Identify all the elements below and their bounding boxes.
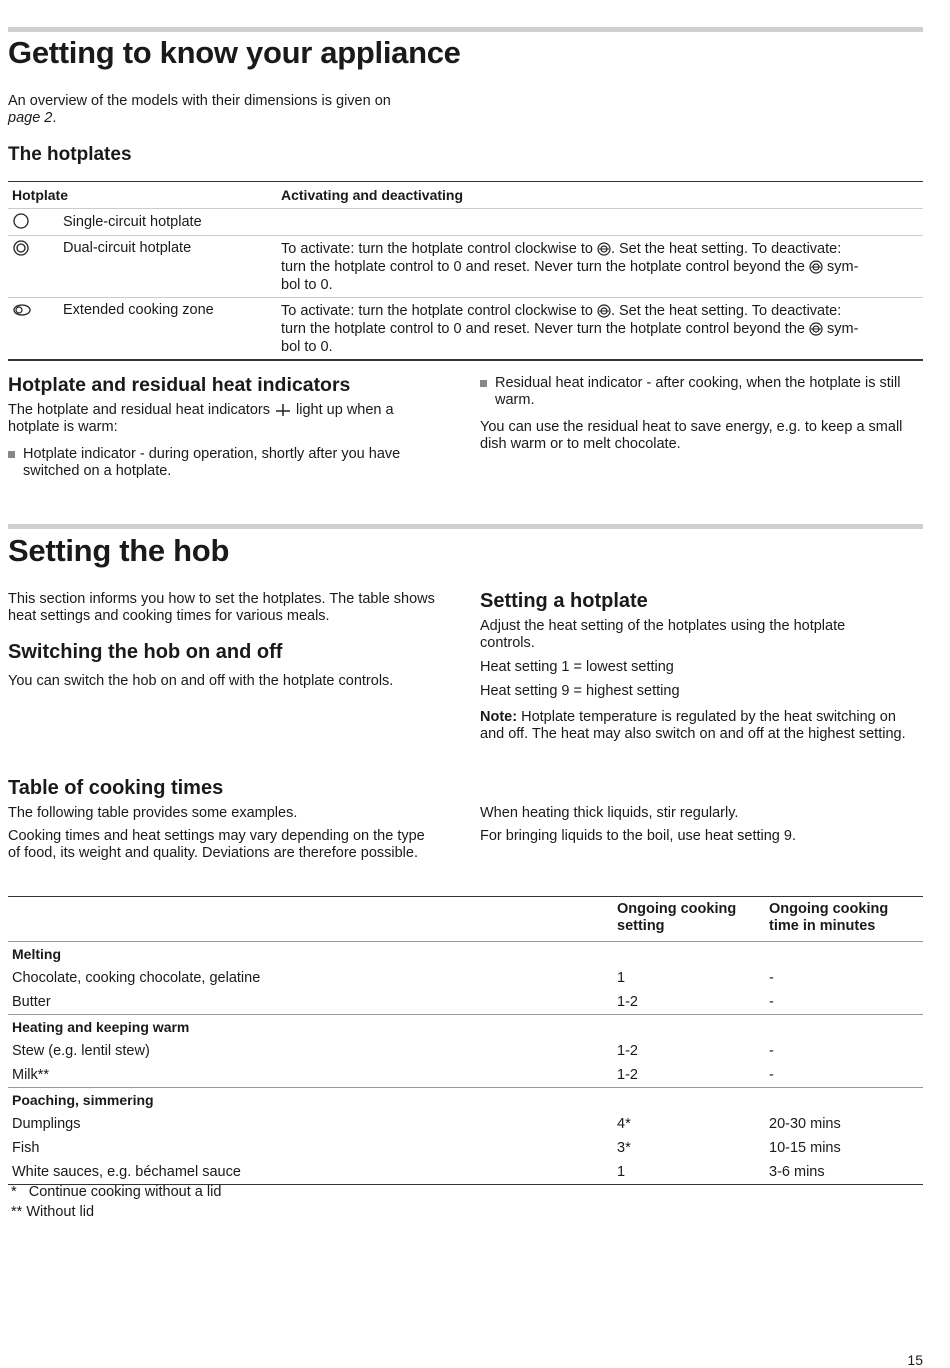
cooking-table-intro-2: Cooking times and heat settings may vary depending on the type of food, its weight and quality. Deviations are therefore possible. <box>8 828 425 861</box>
table-category-row <box>8 941 923 966</box>
note-text: Note: Hotplate temperature is regulated by the heat switching on and off. The heat may also switch on and off at the highest setting. <box>480 709 906 742</box>
category-label: Melting <box>12 946 61 962</box>
col-activating: Activating and deactivating <box>281 187 464 203</box>
cooking-times-table <box>8 896 923 1185</box>
footnote: ** Without lid <box>11 1204 95 1220</box>
food-cell: Dumplings <box>12 1116 81 1132</box>
table-header <box>8 182 923 208</box>
setting-cell: 1-2 <box>617 1067 638 1083</box>
setting-cell: 4* <box>617 1116 631 1132</box>
boil-text: For bringing liquids to the boil, use heat setting 9. <box>480 828 796 844</box>
table-row <box>8 235 923 297</box>
activation-text: To activate: turn the hotplate control clockwise to . Set the heat setting. To deactivate: turn the hotplate control to 0 and reset. Never turn the hotplate control beyond the sym- bol to 0. <box>281 303 859 355</box>
indicators-text: The hotplate and residual heat indicators light up when a hotplate is warm: <box>8 402 394 435</box>
table-row <box>8 1136 923 1160</box>
stir-text: When heating thick liquids, stir regularly. <box>480 805 739 821</box>
single-circuit-icon <box>12 212 30 230</box>
food-cell: Butter <box>12 994 51 1010</box>
hotplate-name: Single-circuit hotplate <box>63 214 202 230</box>
bullet-icon <box>480 380 487 387</box>
table-row <box>8 1063 923 1087</box>
food-cell: Fish <box>12 1140 40 1156</box>
setting-cell: 1 <box>617 970 626 986</box>
table-row <box>8 1112 923 1136</box>
table-row <box>8 1160 923 1184</box>
section-divider <box>8 524 923 529</box>
setting-text: Adjust the heat setting of the hotplates using the hotplate controls. <box>480 618 846 651</box>
food-cell: White sauces, e.g. béchamel sauce <box>12 1164 241 1180</box>
section-divider <box>8 27 923 32</box>
residual-heat-text: You can use the residual heat to save energy, e.g. to keep a small dish warm or to melt chocolate. <box>480 419 903 452</box>
indicators-heading: Hotplate and residual heat indicators <box>8 374 351 396</box>
category-label: Heating and keeping warm <box>12 1019 190 1035</box>
table-header <box>8 897 923 941</box>
setting-cell: 1 <box>617 1164 626 1180</box>
control-symbol-icon <box>809 321 823 337</box>
extended-zone-icon <box>12 301 32 319</box>
hotplates-table <box>8 181 923 361</box>
page-title: Getting to know your appliance <box>8 35 461 70</box>
section-intro: This section informs you how to set the hotplates. The table shows heat settings and cooking times for various meals. <box>8 591 435 624</box>
control-symbol-icon <box>597 303 611 319</box>
food-cell: Milk** <box>12 1067 50 1083</box>
hotplate-name: Extended cooking zone <box>63 302 214 318</box>
table-category-row <box>8 1087 923 1112</box>
table-row <box>8 297 923 359</box>
hotplate-name: Dual-circuit hotplate <box>63 240 192 256</box>
section-title: Setting the hob <box>8 533 230 568</box>
time-cell: 20-30 mins <box>769 1116 841 1132</box>
food-cell: Stew (e.g. lentil stew) <box>12 1043 150 1059</box>
food-cell: Chocolate, cooking chocolate, gelatine <box>12 970 261 986</box>
overview-text: An overview of the models with their dimensions is given on page 2. <box>8 93 391 126</box>
control-symbol-icon <box>597 241 611 257</box>
cooking-table-intro: The following table provides some examples. <box>8 805 298 821</box>
footnote: * Continue cooking without a lid <box>11 1184 222 1200</box>
table-row <box>8 208 923 235</box>
heat-setting-9: Heat setting 9 = highest setting <box>480 683 680 699</box>
bullet-icon <box>8 451 15 458</box>
time-cell: - <box>769 970 774 986</box>
setting-cell: 3* <box>617 1140 631 1156</box>
heat-indicator-icon <box>274 402 292 418</box>
switching-heading: Switching the hob on and off <box>8 641 283 663</box>
hotplates-heading: The hotplates <box>8 144 132 165</box>
table-category-row <box>8 1014 923 1039</box>
setting-cell: 1-2 <box>617 994 638 1010</box>
setting-cell: 1-2 <box>617 1043 638 1059</box>
page-link[interactable]: page 2 <box>8 110 53 126</box>
control-symbol-icon <box>809 259 823 275</box>
time-cell: 3-6 mins <box>769 1164 825 1180</box>
list-item: Residual heat indicator - after cooking, when the hotplate is still warm. <box>480 375 925 409</box>
col-setting: Ongoing cooking setting <box>617 901 737 934</box>
col-time: Ongoing cooking time in minutes <box>769 901 889 934</box>
page-number: 15 <box>907 1352 923 1368</box>
dual-circuit-icon <box>12 239 30 257</box>
category-label: Poaching, simmering <box>12 1092 154 1108</box>
time-cell: - <box>769 994 774 1010</box>
table-row <box>8 966 923 990</box>
time-cell: - <box>769 1043 774 1059</box>
cooking-table-heading: Table of cooking times <box>8 777 224 799</box>
setting-heading: Setting a hotplate <box>480 590 648 612</box>
time-cell: 10-15 mins <box>769 1140 841 1156</box>
table-row <box>8 1039 923 1063</box>
switching-text: You can switch the hob on and off with the hotplate controls. <box>8 673 394 689</box>
col-hotplate: Hotplate <box>12 187 68 203</box>
time-cell: - <box>769 1067 774 1083</box>
heat-setting-1: Heat setting 1 = lowest setting <box>480 659 674 675</box>
list-item: Hotplate indicator - during operation, shortly after you have switched on a hotplate. <box>8 446 451 480</box>
activation-text: To activate: turn the hotplate control clockwise to . Set the heat setting. To deactivate: turn the hotplate control to 0 and reset. Never turn the hotplate control beyond the sym- bol to 0. <box>281 241 859 293</box>
table-row <box>8 990 923 1014</box>
